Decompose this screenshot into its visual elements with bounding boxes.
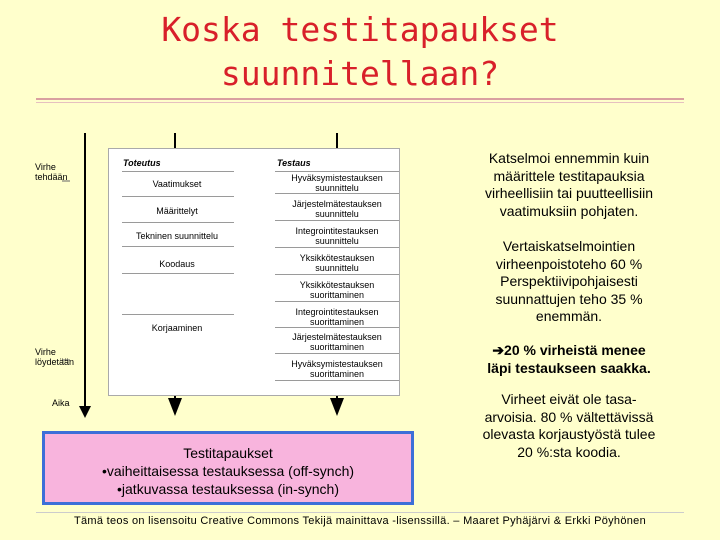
review-paragraph: Katselmoi ennemmin kuin määrittele testitapauksia virheellisiin tai puutteellisiin vaatimuksiin pohjaten. xyxy=(484,150,654,219)
left-item-specifications: Määrittelyt xyxy=(156,206,198,216)
right-item-unit-execution: Yksikkötestauksen suorittaminen xyxy=(299,280,375,300)
divider xyxy=(275,274,399,275)
divider xyxy=(122,171,234,172)
left-item-coding: Koodaus xyxy=(159,259,195,269)
label-defect-found: Virhe löydetään xyxy=(35,347,75,367)
title-line-1: Koska testitapaukset xyxy=(161,10,559,49)
divider xyxy=(122,273,234,274)
column-header-implementation: Toteutus xyxy=(123,158,161,168)
right-item-system-planning: Järjestelmätestauksen suunnittelu xyxy=(292,199,382,219)
right-item-integration-execution: Integrointitestauksen suorittaminen xyxy=(295,307,379,327)
right-arrow-icon: ➔ xyxy=(492,342,505,358)
title-line-2: suunnitellaan? xyxy=(220,54,500,93)
label-defect-made: Virhe tehdään xyxy=(35,162,68,182)
divider xyxy=(122,222,234,223)
divider xyxy=(275,247,399,248)
right-item-system-execution: Järjestelmätestauksen suorittaminen xyxy=(292,332,382,352)
divider xyxy=(275,171,399,172)
divider xyxy=(275,327,399,328)
divider xyxy=(122,246,234,247)
footer-divider xyxy=(36,512,684,513)
right-item-acceptance-planning: Hyväksymistestauksen suunnittelu xyxy=(291,173,383,193)
license-footer: Tämä teos on lisensoitu Creative Commons Tekijä mainittava -lisenssillä. – Maaret Pyhäjärvi & Erkki Pöyhönen xyxy=(73,515,647,527)
defects-reach-testing-paragraph: ➔20 % virheistä menee läpi testaukseen saakka. xyxy=(487,342,651,376)
divider xyxy=(275,380,399,381)
v-model-diagram xyxy=(108,148,400,396)
right-item-integration-planning: Integrointitestauksen suunnittelu xyxy=(295,226,379,246)
note-line-3: •jatkuvassa testauksessa (in-synch) xyxy=(117,481,339,497)
divider xyxy=(275,193,399,194)
divider xyxy=(275,301,399,302)
column-header-testing: Testaus xyxy=(277,158,311,168)
right-item-unit-planning: Yksikkötestauksen suunnittelu xyxy=(299,253,375,273)
divider xyxy=(275,353,399,354)
label-time: Aika xyxy=(52,398,70,408)
divider xyxy=(275,220,399,221)
right-item-acceptance-execution: Hyväksymistestauksen suorittaminen xyxy=(291,359,383,379)
time-axis-arrow xyxy=(79,133,91,418)
test-case-note-box xyxy=(42,431,414,505)
left-item-fixing: Korjaaminen xyxy=(151,323,203,333)
divider xyxy=(122,314,234,315)
left-item-requirements: Vaatimukset xyxy=(152,179,202,189)
note-line-2: •vaiheittaisessa testauksessa (off-synch) xyxy=(101,463,355,479)
left-item-technical-design: Tekninen suunnittelu xyxy=(135,231,219,241)
note-line-1: Testitapaukset xyxy=(183,445,273,461)
divider xyxy=(122,196,234,197)
defect-cost-paragraph: Virheet eivät ole tasa- arvoisia. 80 % vältettävissä olevasta korjaustyöstä tulee 20 %:sta koodia. xyxy=(482,391,656,460)
peer-review-paragraph: Vertaiskatselmointien virheenpoistoteho 60 % Perspektiivipohjaisesti suunnattujen teho 35 % enemmän. xyxy=(495,238,643,325)
